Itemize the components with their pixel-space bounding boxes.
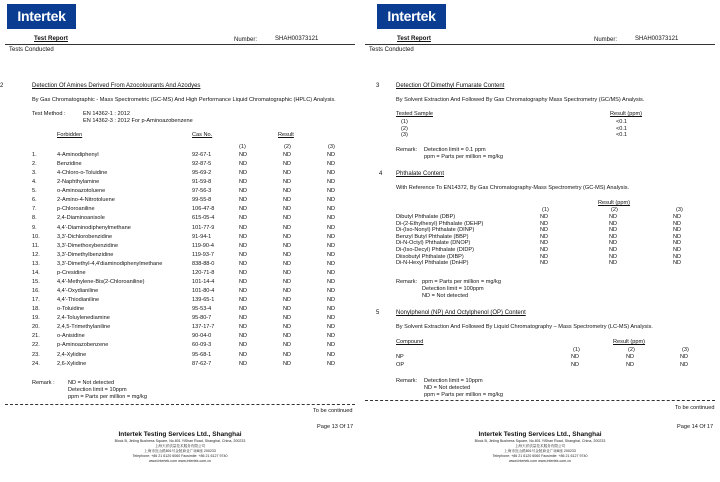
cas-number: 139-65-1 — [192, 297, 215, 304]
company-address: Block B, Jinling Business Square, No.801 YiShan Road, Shanghai, China, 200233 — [474, 439, 606, 443]
cas-number: 95-68-1 — [192, 351, 212, 358]
result-3: ND — [673, 240, 682, 247]
result-3: ND — [680, 354, 689, 360]
row-number: 22. — [32, 342, 40, 349]
result-3: ND — [327, 152, 336, 158]
test-method-label: Test Method : — [32, 111, 66, 117]
result-2: ND — [283, 161, 292, 168]
amine-name: 2,4-Toluylenediamine — [57, 315, 110, 322]
sample-id: (3) — [401, 132, 408, 138]
section-title: Detection Of Amines Derived From Azocolourants And Azodyes — [32, 83, 201, 89]
s5-remark-1: Detection limit = 10ppm — [424, 378, 483, 384]
compound-name: NP — [396, 354, 404, 360]
cas-number: 91-94-1 — [192, 233, 212, 240]
result-2: ND — [283, 170, 292, 177]
row-number: 9. — [32, 224, 37, 231]
intertek-logo: Intertek — [7, 4, 76, 29]
s4-remark-3: ND = Not detected — [422, 293, 469, 299]
row-number: 11. — [32, 242, 40, 249]
result-3: ND — [327, 324, 336, 331]
result-2: ND — [283, 233, 292, 240]
cas-number: 95-53-4 — [192, 306, 212, 313]
result-3: ND — [673, 247, 682, 253]
result-1: ND — [239, 161, 248, 168]
test-method-2: EN 14362-3 : 2012 For p-Aminoazobenzene — [83, 118, 193, 124]
amine-name: o-Toluidine — [57, 306, 85, 313]
result-1: ND — [540, 233, 549, 240]
amine-name: 4,4'-Oxydianiline — [57, 288, 99, 295]
tests-conducted: Tests Conducted — [9, 47, 54, 53]
phthalate-name: Di-N-Hexyl Phthalate (DnHP) — [396, 260, 469, 267]
company-address-cn-1: 上海天祥质量技术服务有限公司 — [514, 444, 566, 448]
remark-3: ppm = Parts per million = mg/kg — [68, 394, 147, 400]
result-2: ND — [626, 362, 635, 368]
result-3: ND — [327, 233, 336, 240]
test-method-1: EN 14362-1 : 2012 — [83, 111, 130, 117]
row-number: 17. — [32, 297, 40, 304]
method-description: By Gas Chromatographic - Mass Spectrometric (GC-MS) And High Performance Liquid Chromatographic (HPLC) Analysis. — [32, 97, 336, 103]
cas-number: 119-93-7 — [192, 251, 214, 258]
row-number: 13. — [32, 260, 40, 267]
s3-remark-2: ppm = Parts per million = mg/kg — [424, 154, 503, 160]
result-2: ND — [609, 253, 618, 260]
s4-number: 4 — [379, 171, 383, 177]
row-number: 6. — [32, 197, 37, 204]
amine-name: 4,4'-Diaminodiphenylmethane — [57, 224, 131, 231]
company-address-cn-1: 上海天祥质量技术服务有限公司 — [154, 444, 206, 448]
s4-col-result: Result (ppm) — [598, 200, 631, 206]
result-2: ND — [283, 278, 292, 285]
result-3: ND — [327, 333, 336, 340]
cas-number: 106-47-8 — [192, 206, 215, 213]
s4-title: Phthalate Content — [396, 171, 445, 177]
s5-col-compound: Compound — [396, 339, 424, 345]
result-1: ND — [239, 306, 248, 313]
result-2: ND — [283, 197, 292, 204]
sub-col-2: (2) — [284, 144, 291, 150]
result-3: ND — [327, 351, 336, 358]
result-2: ND — [609, 227, 618, 234]
amine-name: 2,6-Xylidine — [57, 360, 87, 367]
result-3: ND — [327, 342, 336, 349]
cas-number: 60-09-3 — [192, 342, 212, 349]
tests-conducted: Tests Conducted — [369, 47, 414, 53]
result-2: ND — [283, 188, 292, 195]
s5-remark-label: Remark: — [396, 378, 418, 384]
company-phone: Telephone: +86 21 6120 6060 Facsimile: +86 21 6127 9740 — [132, 454, 228, 458]
result-1: ND — [239, 224, 248, 231]
cas-number: 90-04-0 — [192, 333, 212, 340]
result-2: ND — [283, 306, 292, 313]
amine-name: 4-Chloro-o-Toluidine — [57, 170, 108, 177]
amine-name: 2,4,5-Trimethylaniline — [57, 324, 111, 331]
company-footer — [360, 431, 720, 464]
result-1: ND — [239, 269, 248, 276]
amine-name: 3,3'-Dichlorobenzidine — [57, 233, 113, 240]
footer-divider — [365, 400, 715, 401]
cas-number: 101-14-4 — [192, 278, 215, 285]
result-2: ND — [609, 247, 618, 253]
s4-sub-col-3: (3) — [676, 207, 683, 213]
phthalate-name: Diisobutyl Phthalate (DIBP) — [396, 253, 464, 260]
row-number: 2. — [32, 161, 37, 168]
report-number: SHAH00373121 — [635, 36, 679, 42]
result-2: ND — [283, 152, 292, 158]
result-3: ND — [327, 360, 336, 367]
result-3: ND — [327, 297, 336, 304]
sample-result: <0.1 — [616, 132, 628, 138]
result-1: ND — [239, 188, 248, 195]
phthalate-name: Di-(2-Ethylhexyl) Phthalate (DEHP) — [396, 220, 484, 227]
result-3: ND — [327, 197, 336, 204]
result-2: ND — [283, 269, 292, 276]
company-name: Intertek Testing Services Ltd., Shanghai — [118, 431, 242, 438]
cas-number: 87-62-7 — [192, 360, 212, 367]
cas-number: 92-67-1 — [192, 152, 212, 158]
result-3: ND — [680, 362, 689, 368]
result-1: ND — [540, 240, 549, 247]
compound-name: OP — [396, 362, 405, 368]
result-1: ND — [239, 197, 248, 204]
row-number: 1. — [32, 152, 37, 158]
row-number: 18. — [32, 306, 40, 313]
result-2: ND — [283, 260, 292, 267]
result-3: ND — [327, 315, 336, 322]
result-3: ND — [673, 253, 682, 260]
result-3: ND — [327, 224, 336, 231]
result-1: ND — [540, 220, 549, 227]
remark-label: Remark : — [32, 380, 55, 386]
amine-name: 4,4'-Thiodianiline — [57, 297, 100, 304]
s5-remark-3: ppm = Parts per million = mg/kg — [424, 392, 503, 398]
row-number: 19. — [32, 315, 40, 322]
result-2: ND — [283, 179, 292, 186]
result-3: ND — [327, 179, 336, 186]
result-1: ND — [540, 260, 549, 267]
amine-name: Benzidine — [57, 161, 82, 168]
header-divider — [365, 44, 715, 45]
remark-2: Detection limit = 10ppm — [68, 387, 127, 393]
s3-col-result: Result (ppm) — [610, 111, 643, 117]
result-3: ND — [327, 206, 336, 213]
result-2: ND — [283, 333, 292, 340]
row-number: 14. — [32, 269, 40, 276]
amine-name: 2,4-Diaminoanisole — [57, 215, 105, 222]
phthalate-name: Dibutyl Phthalate (DBP) — [396, 214, 456, 220]
phthalate-name: Di-(Iso-Decyl) Phthalate (DIDP) — [396, 247, 475, 253]
row-number: 5. — [32, 188, 37, 195]
result-2: ND — [609, 260, 618, 267]
row-number: 16. — [32, 288, 40, 295]
company-phone: Telephone: +86 21 6120 6060 Facsimile: +86 21 6127 9740 — [492, 454, 588, 458]
row-number: 8. — [32, 215, 37, 222]
result-1: ND — [239, 179, 248, 186]
row-number: 21. — [32, 333, 40, 340]
result-2: ND — [609, 240, 618, 247]
s3-col-sample: Tested Sample — [396, 111, 434, 117]
cas-number: 97-56-3 — [192, 188, 212, 195]
company-web: www.intertek.com www.intertek.com.cn — [508, 459, 572, 463]
amine-name: 2-Naphthylamine — [57, 179, 100, 186]
result-1: ND — [239, 315, 248, 322]
col-forbidden: Forbidden — [57, 132, 83, 138]
phthalate-name: Di-(Iso-Nonyl) Phthalate (DINP) — [396, 227, 475, 234]
result-2: ND — [283, 206, 292, 213]
result-2: ND — [283, 224, 292, 231]
col-result: Result — [278, 132, 294, 138]
result-1: ND — [239, 260, 248, 267]
result-3: ND — [673, 214, 682, 220]
result-1: ND — [239, 206, 248, 213]
result-3: ND — [327, 306, 336, 313]
result-3: ND — [327, 242, 336, 249]
company-address: Block B, Jinling Business Square, No.801 YiShan Road, Shanghai, China, 200233 — [114, 439, 246, 443]
report-number: SHAH00373121 — [275, 36, 319, 42]
result-2: ND — [283, 324, 292, 331]
number-label: Number: — [234, 37, 258, 43]
amine-name: 4,4'-Methylene-Bis(2-Chloroaniline) — [57, 278, 145, 285]
page-number: Page 14 Of 17 — [677, 424, 714, 430]
company-address-cn-2: 上海市宜山路801号金陵商业广场B座 200233 — [504, 449, 576, 453]
result-3: ND — [673, 260, 682, 267]
result-3: ND — [327, 288, 336, 295]
result-1: ND — [540, 227, 549, 234]
amine-name: 3,3'-Dimethyl-4,4'diaminodiphenylmethane — [57, 260, 163, 267]
cas-number: 99-55-8 — [192, 197, 212, 204]
sample-result: <0.1 — [616, 125, 628, 132]
phthalate-name: Di-N-Octyl) Phthalate (DNOP) — [396, 240, 471, 247]
row-number: 4. — [32, 179, 37, 186]
sample-id: (1) — [401, 119, 408, 125]
cas-number: 615-05-4 — [192, 215, 215, 222]
remark-1: ND = Not detected — [68, 380, 115, 386]
result-2: ND — [283, 242, 292, 249]
to-be-continued: To be continued — [675, 405, 715, 411]
result-2: ND — [283, 297, 292, 304]
s4-remark-2: Detection limit = 100ppm — [422, 286, 484, 292]
result-1: ND — [239, 360, 248, 367]
result-3: ND — [673, 220, 682, 227]
cas-number: 101-80-4 — [192, 288, 215, 295]
report-title: Test Report — [397, 35, 431, 42]
result-1: ND — [239, 242, 248, 249]
s3-number: 3 — [376, 83, 380, 89]
s4-description: With Reference To EN14372, By Gas Chromatography-Mass Spectrometry (GC-MS) Analysis. — [396, 185, 630, 191]
number-label: Number: — [594, 37, 618, 43]
result-3: ND — [327, 215, 336, 222]
amine-name: 3,3'-Dimethoxybenzidine — [57, 242, 119, 249]
to-be-continued: To be continued — [313, 408, 353, 414]
s5-sub-col-3: (3) — [682, 347, 689, 353]
row-number: 10. — [32, 233, 40, 240]
report-title: Test Report — [34, 35, 68, 42]
result-3: ND — [327, 260, 336, 267]
row-number: 3. — [32, 170, 37, 177]
result-1: ND — [540, 247, 549, 253]
company-footer — [0, 431, 360, 464]
row-number: 15. — [32, 278, 40, 285]
s4-sub-col-1: (1) — [542, 207, 549, 213]
s3-title: Detection Of Dimethyl Fumarate Content — [396, 83, 505, 89]
result-1: ND — [239, 324, 248, 331]
header-divider — [5, 44, 355, 45]
row-number: 20. — [32, 324, 40, 331]
result-2: ND — [609, 220, 618, 227]
col-cas: Cas No. — [192, 132, 213, 138]
result-2: ND — [609, 214, 618, 220]
amine-name: 3,3'-Dimethylbenzidine — [57, 251, 114, 258]
cas-number: 95-69-2 — [192, 170, 212, 177]
result-1: ND — [239, 278, 248, 285]
result-3: ND — [673, 227, 682, 234]
row-number: 23. — [32, 351, 40, 358]
s4-sub-col-2: (2) — [611, 207, 618, 213]
s5-number: 5 — [376, 310, 380, 316]
amine-name: 2-Amino-4-Nitrotoluene — [57, 197, 115, 204]
result-2: ND — [626, 354, 635, 360]
company-address-cn-2: 上海市宜山路801号金陵商业广场B座 200233 — [144, 449, 216, 453]
result-2: ND — [283, 215, 292, 222]
result-1: ND — [239, 170, 248, 177]
cas-number: 119-90-4 — [192, 242, 214, 249]
result-3: ND — [673, 233, 682, 240]
company-web: www.intertek.com www.intertek.com.cn — [148, 459, 212, 463]
result-3: ND — [327, 269, 336, 276]
s5-description: By Solvent Extraction And Followed By Liquid Chromatography – Mass Spectrometry (LC-MS) Analysis. — [396, 324, 653, 330]
intertek-logo: Intertek — [377, 4, 446, 29]
result-3: ND — [327, 278, 336, 285]
s5-remark-2: ND = Not detected — [424, 385, 471, 391]
cas-number: 137-17-7 — [192, 324, 215, 331]
result-1: ND — [571, 362, 580, 368]
result-2: ND — [283, 360, 292, 367]
s5-sub-col-1: (1) — [573, 347, 580, 353]
result-3: ND — [327, 170, 336, 177]
result-3: ND — [327, 188, 336, 195]
row-number: 12. — [32, 251, 40, 258]
s4-remark-1: ppm = Parts per million = mg/kg — [422, 279, 501, 285]
cas-number: 120-71-8 — [192, 269, 215, 276]
result-2: ND — [283, 342, 292, 349]
result-1: ND — [239, 152, 248, 158]
result-2: ND — [283, 251, 292, 258]
amine-name: p-Cresidine — [57, 269, 86, 276]
sample-result: <0.1 — [616, 119, 628, 125]
amine-name: 2,4-Xylidine — [57, 351, 87, 358]
result-1: ND — [571, 354, 580, 360]
section-number: 2 — [0, 83, 4, 89]
result-1: ND — [239, 251, 248, 258]
page-number: Page 13 Of 17 — [317, 424, 354, 430]
s3-remark-label: Remark: — [396, 147, 418, 153]
result-2: ND — [283, 288, 292, 295]
amine-name: p-Aminoazobenzene — [57, 342, 109, 349]
sample-id: (2) — [401, 125, 408, 132]
s5-col-result: Result (ppm) — [613, 339, 646, 345]
result-1: ND — [239, 297, 248, 304]
company-name: Intertek Testing Services Ltd., Shanghai — [478, 431, 602, 438]
cas-number: 838-88-0 — [192, 260, 215, 267]
row-number: 24. — [32, 360, 40, 367]
result-1: ND — [540, 253, 549, 260]
result-2: ND — [283, 315, 292, 322]
result-1: ND — [239, 288, 248, 295]
result-2: ND — [609, 233, 618, 240]
report-page-14 — [360, 0, 720, 482]
footer-divider — [5, 404, 355, 405]
s3-remark-1: Detection limit = 0.1 ppm — [424, 147, 486, 153]
cas-number: 95-80-7 — [192, 315, 212, 322]
result-1: ND — [239, 233, 248, 240]
result-1: ND — [540, 214, 549, 220]
amine-name: o-Anisidine — [57, 333, 85, 340]
result-1: ND — [239, 351, 248, 358]
s5-sub-col-2: (2) — [628, 347, 635, 353]
amine-name: p-Chloroaniline — [57, 206, 95, 213]
result-1: ND — [239, 342, 248, 349]
result-3: ND — [327, 161, 336, 168]
cas-number: 91-59-8 — [192, 179, 212, 186]
cas-number: 92-87-5 — [192, 161, 212, 168]
sub-col-3: (3) — [328, 144, 335, 150]
s4-remark-label: Remark: — [396, 279, 418, 285]
result-3: ND — [327, 251, 336, 258]
cas-number: 101-77-9 — [192, 224, 215, 231]
phthalate-name: Benzyl Butyl Phthalate (BBP) — [396, 233, 469, 240]
s3-description: By Solvent Extraction And Followed By Gas Chromatography Mass Spectrometry (GC/MS) Analysis. — [396, 97, 645, 103]
amine-name: 4-Aminodiphenyl — [57, 152, 99, 158]
result-2: ND — [283, 351, 292, 358]
result-1: ND — [239, 215, 248, 222]
amine-name: o-Aminoazotoluene — [57, 188, 106, 195]
result-1: ND — [239, 333, 248, 340]
sub-col-1: (1) — [239, 144, 246, 150]
s5-title: Nonylphenol (NP) And Octylphenol (OP) Content — [396, 310, 526, 316]
row-number: 7. — [32, 206, 37, 213]
